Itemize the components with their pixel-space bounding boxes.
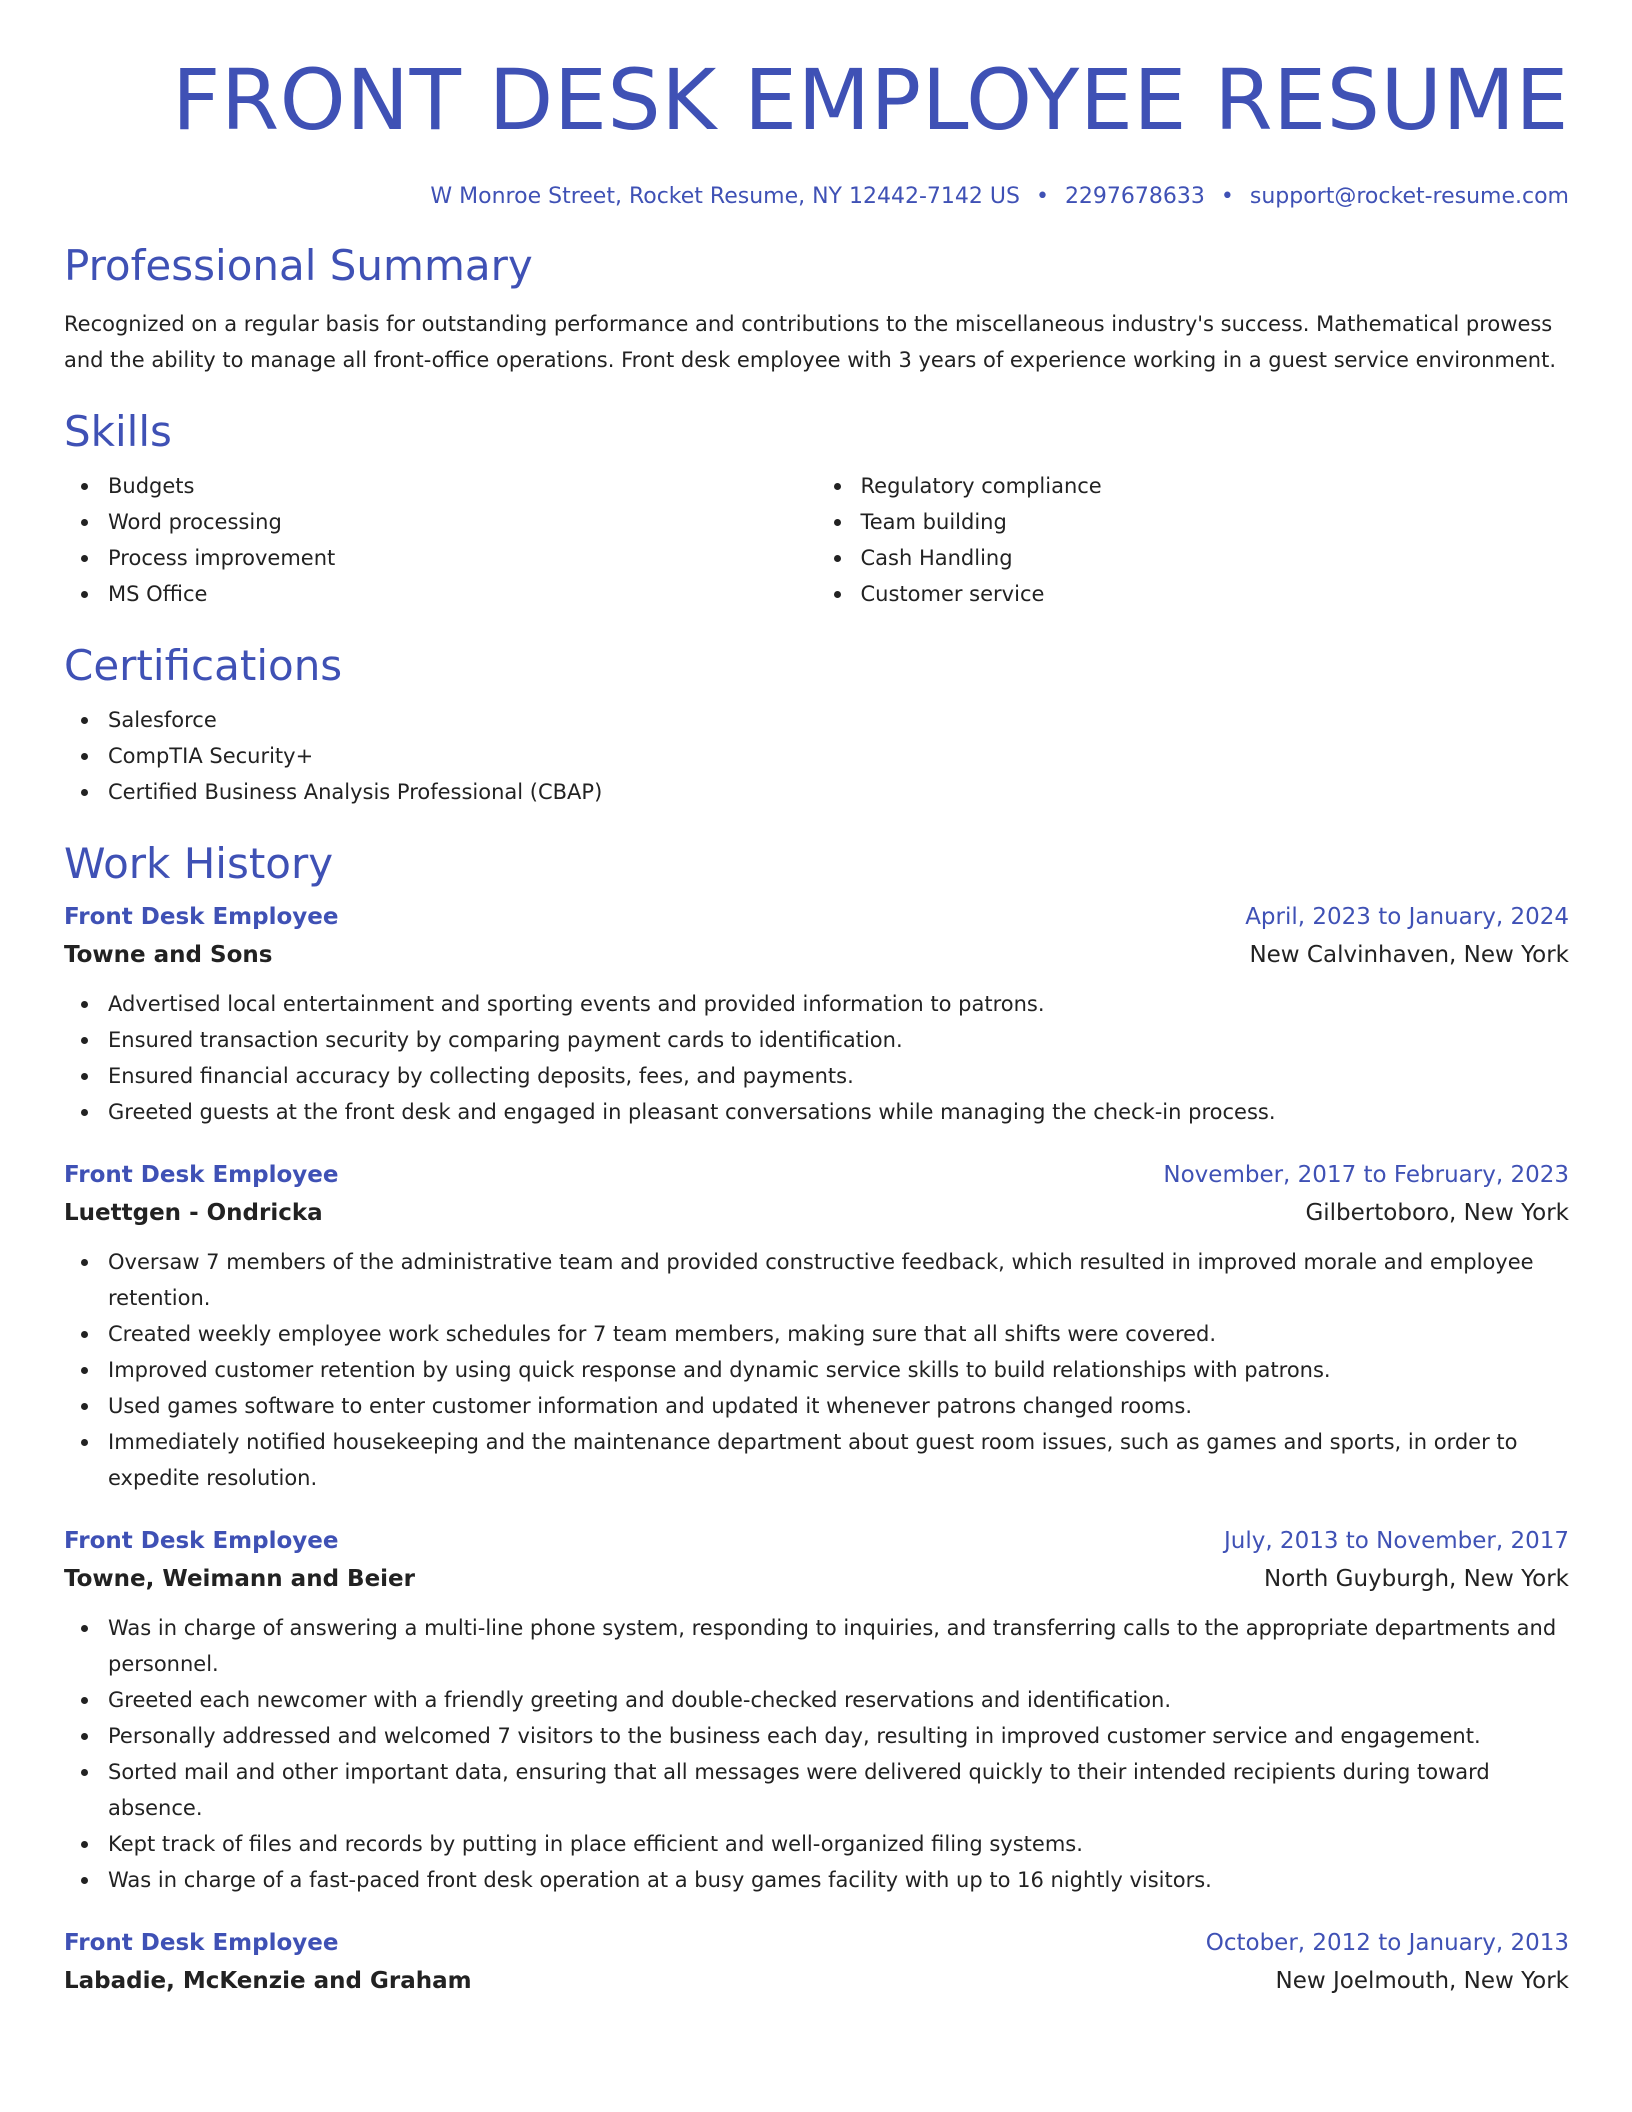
list-item: Greeted each newcomer with a friendly greeting and double-checked reservations and identification. xyxy=(108,1682,1569,1718)
list-item: Certified Business Analysis Professional (CBAP) xyxy=(108,774,1569,810)
list-item: MS Office xyxy=(108,576,817,612)
list-item: Immediately notified housekeeping and the maintenance department about guest room issues, such as games and sports, in order to expedite resolution. xyxy=(108,1424,1569,1496)
contact-separator: • xyxy=(1220,184,1234,209)
list-item: Word processing xyxy=(108,504,817,540)
job-company-row xyxy=(64,1962,1569,2000)
job-bullets xyxy=(64,1610,1569,1898)
list-item: Process improvement xyxy=(108,540,817,576)
contact-address: W Monroe Street, Rocket Resume, NY 12442-7142 US xyxy=(430,184,1020,209)
job-title-row xyxy=(64,1924,1569,1962)
job-entry xyxy=(64,1924,1569,2000)
list-item: Budgets xyxy=(108,468,817,504)
list-item: Used games software to enter customer information and updated it whenever patrons changed rooms. xyxy=(108,1388,1569,1424)
list-item: Sorted mail and other important data, ensuring that all messages were delivered quickly to their intended recipients during toward absence. xyxy=(108,1754,1569,1826)
job-dates: October, 2012 to January, 2013 xyxy=(1205,1930,1569,1956)
job-title-row xyxy=(64,898,1569,936)
list-item: Created weekly employee work schedules for 7 team members, making sure that all shifts were covered. xyxy=(108,1316,1569,1352)
skills-list-left xyxy=(64,468,817,612)
jobs-container xyxy=(64,898,1569,2000)
job-entry xyxy=(64,1522,1569,1898)
contact-phone: 2297678633 xyxy=(1064,184,1205,209)
job-dates: July, 2013 to November, 2017 xyxy=(1223,1528,1569,1554)
list-item: Was in charge of a fast-paced front desk operation at a busy games facility with up to 16 nightly visitors. xyxy=(108,1862,1569,1898)
summary-text: Recognized on a regular basis for outstanding performance and contributions to the miscellaneous industry's success. Mathematical prowess and the ability to manage all front-office operations. Front desk employee with 3 years of experience working in a guest service environment. xyxy=(64,312,1557,372)
job-title: Front Desk Employee xyxy=(64,1930,339,1956)
job-company-row xyxy=(64,936,1569,974)
skills-heading: Skills xyxy=(64,407,172,456)
job-company: Towne and Sons xyxy=(64,942,273,968)
certifications-section xyxy=(64,640,1569,810)
work-history-heading: Work History xyxy=(64,839,334,888)
list-item: Personally addressed and welcomed 7 visitors to the business each day, resulting in improved customer service and engagement. xyxy=(108,1718,1569,1754)
job-location: North Guyburgh, New York xyxy=(1264,1566,1569,1592)
contact-email: support@rocket-resume.com xyxy=(1249,184,1569,209)
list-item: Team building xyxy=(861,504,1570,540)
summary-heading: Professional Summary xyxy=(64,241,533,290)
certifications-heading: Certifications xyxy=(64,641,343,690)
job-dates: November, 2017 to February, 2023 xyxy=(1163,1162,1569,1188)
skills-section xyxy=(64,406,1569,612)
job-title-row xyxy=(64,1522,1569,1560)
list-item: Kept track of files and records by putting in place efficient and well-organized filing systems. xyxy=(108,1826,1569,1862)
list-item: Ensured transaction security by comparing payment cards to identification. xyxy=(108,1022,1569,1058)
resume-title: FRONT DESK EMPLOYEE RESUME xyxy=(172,51,1569,149)
list-item: Salesforce xyxy=(108,702,1569,738)
certifications-list xyxy=(64,702,1569,810)
job-bullets xyxy=(64,986,1569,1130)
list-item: Greeted guests at the front desk and engaged in pleasant conversations while managing the check-in process. xyxy=(108,1094,1569,1130)
list-item: Advertised local entertainment and sporting events and provided information to patrons. xyxy=(108,986,1569,1022)
list-item: Regulatory compliance xyxy=(861,468,1570,504)
skills-list-right xyxy=(817,468,1570,612)
job-entry xyxy=(64,1156,1569,1496)
summary-section xyxy=(64,240,1569,378)
resume-header xyxy=(64,0,1569,212)
job-company: Towne, Weimann and Beier xyxy=(64,1566,415,1592)
job-location: Gilbertoboro, New York xyxy=(1305,1200,1569,1226)
work-history-section xyxy=(64,838,1569,2000)
job-title: Front Desk Employee xyxy=(64,1528,339,1554)
job-company-row xyxy=(64,1194,1569,1232)
list-item: Customer service xyxy=(861,576,1570,612)
job-dates: April, 2023 to January, 2024 xyxy=(1245,904,1569,930)
job-company: Luettgen - Ondricka xyxy=(64,1200,323,1226)
contact-line xyxy=(64,182,1569,212)
list-item: Ensured financial accuracy by collecting deposits, fees, and payments. xyxy=(108,1058,1569,1094)
job-title-row xyxy=(64,1156,1569,1194)
skills-grid xyxy=(64,468,1569,612)
job-company-row xyxy=(64,1560,1569,1598)
job-entry xyxy=(64,898,1569,1130)
list-item: Improved customer retention by using quick response and dynamic service skills to build relationships with patrons. xyxy=(108,1352,1569,1388)
job-company: Labadie, McKenzie and Graham xyxy=(64,1968,472,1994)
list-item: CompTIA Security+ xyxy=(108,738,1569,774)
list-item: Oversaw 7 members of the administrative team and provided constructive feedback, which resulted in improved morale and employee retention. xyxy=(108,1244,1569,1316)
job-title: Front Desk Employee xyxy=(64,1162,339,1188)
contact-separator: • xyxy=(1035,184,1049,209)
job-bullets xyxy=(64,1244,1569,1496)
job-title: Front Desk Employee xyxy=(64,904,339,930)
list-item: Was in charge of answering a multi-line phone system, responding to inquiries, and transferring calls to the appropriate departments and personnel. xyxy=(108,1610,1569,1682)
job-location: New Joelmouth, New York xyxy=(1275,1968,1569,1994)
list-item: Cash Handling xyxy=(861,540,1570,576)
job-location: New Calvinhaven, New York xyxy=(1249,942,1569,968)
